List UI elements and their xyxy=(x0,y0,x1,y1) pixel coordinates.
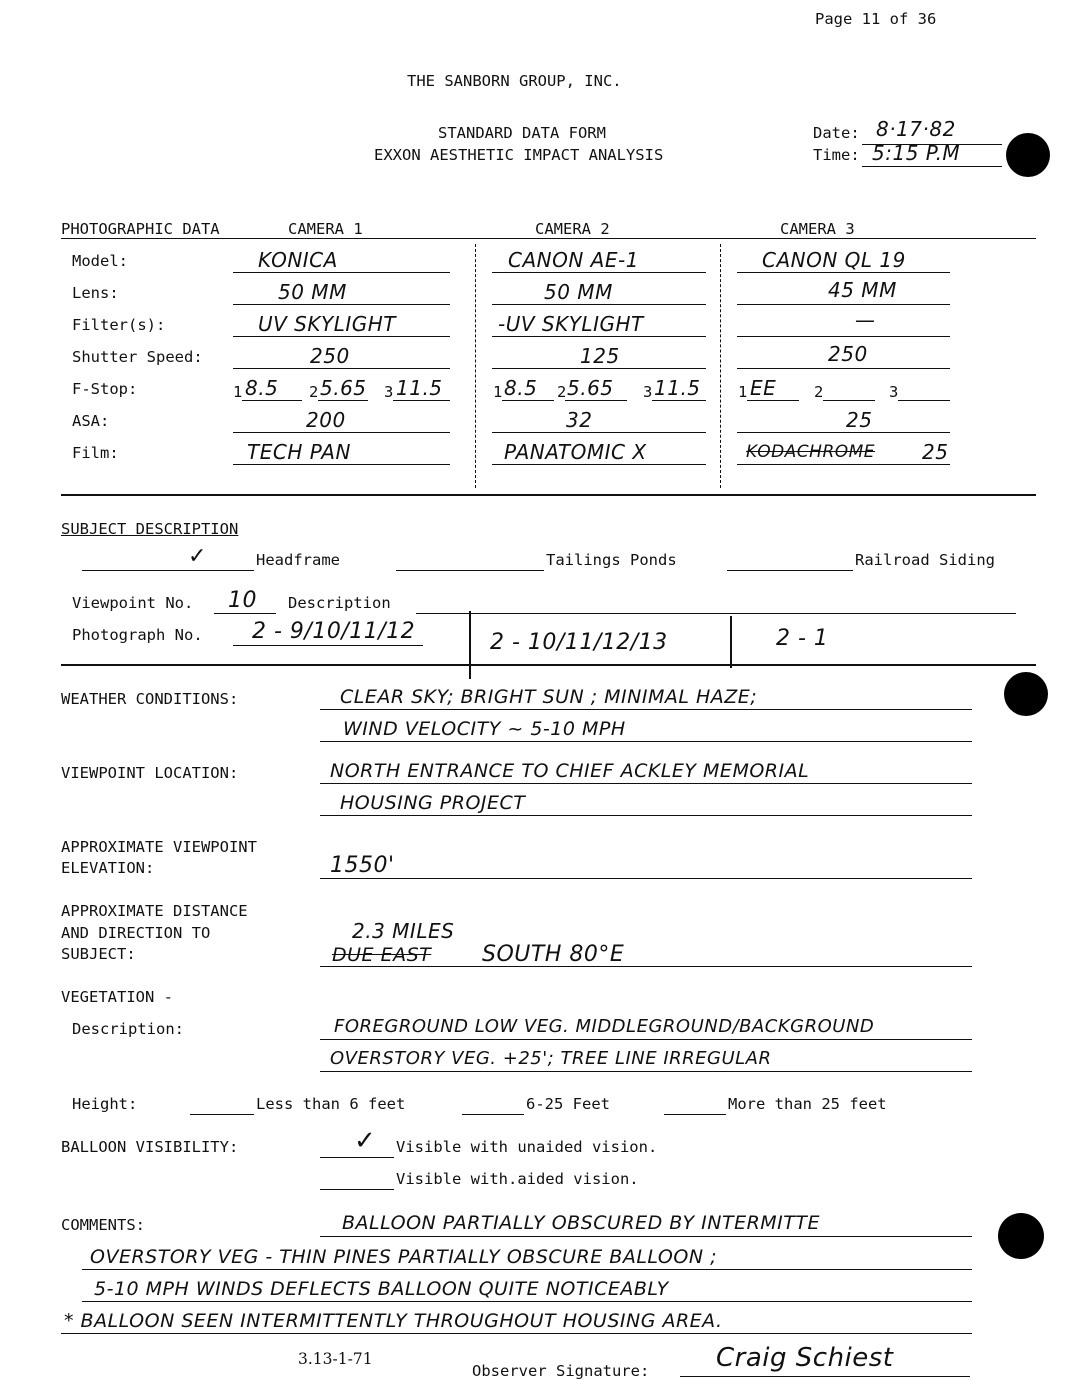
vegetation-label: VEGETATION - xyxy=(61,988,173,1006)
viewpoint-number-value: 10 xyxy=(228,588,257,613)
height-option-less-than-6: Less than 6 feet xyxy=(256,1095,406,1113)
film-label: Film: xyxy=(72,444,119,462)
elevation-value: 1550' xyxy=(330,853,395,878)
camera1-fstop-3: 11.5 xyxy=(396,376,443,400)
camera2-asa: 32 xyxy=(566,408,593,432)
fstop-num-1: 1 xyxy=(493,383,503,401)
camera2-shutter: 125 xyxy=(580,344,620,368)
model-label: Model: xyxy=(72,252,128,270)
comments-line-4: * BALLOON SEEN INTERMITTENTLY THROUGHOUT HOUSING AREA. xyxy=(64,1310,723,1332)
time-label: Time: xyxy=(813,146,860,164)
height-option-6-25: 6-25 Feet xyxy=(526,1095,610,1113)
punch-hole xyxy=(1006,133,1050,177)
comments-label: COMMENTS: xyxy=(61,1216,145,1234)
camera2-header: CAMERA 2 xyxy=(535,220,610,238)
viewpoint-location-label: VIEWPOINT LOCATION: xyxy=(61,764,239,782)
camera3-asa: 25 xyxy=(846,408,873,432)
weather-conditions-label: WEATHER CONDITIONS: xyxy=(61,690,239,708)
balloon-unaided-checkmark: ✓ xyxy=(354,1126,377,1156)
company-name: THE SANBORN GROUP, INC. xyxy=(407,72,622,90)
fstop-num-1: 1 xyxy=(233,383,243,401)
photograph-number-camera3: 2 - 1 xyxy=(776,626,829,651)
balloon-aided-option: Visible with.aided vision. xyxy=(396,1170,639,1188)
vegetation-description-label: Description: xyxy=(72,1020,184,1038)
date-value: 8·17·82 xyxy=(876,117,956,141)
headframe-checkmark: ✓ xyxy=(188,544,207,569)
time-value: 5:15 P.M xyxy=(872,141,961,165)
location-line-2: HOUSING PROJECT xyxy=(340,792,526,814)
tailings-ponds-label: Tailings Ponds xyxy=(546,551,677,569)
elevation-label-1: APPROXIMATE VIEWPOINT xyxy=(61,838,257,856)
camera3-film: 25 xyxy=(922,440,949,464)
filter-label: Filter(s): xyxy=(72,316,166,334)
direction-value: SOUTH 80°E xyxy=(482,942,625,967)
camera3-lens: 45 MM xyxy=(828,278,897,302)
camera1-header: CAMERA 1 xyxy=(288,220,363,238)
location-line-1: NORTH ENTRANCE TO CHIEF ACKLEY MEMORIAL xyxy=(330,760,810,782)
camera2-fstop-3: 11.5 xyxy=(654,376,701,400)
balloon-unaided-option: Visible with unaided vision. xyxy=(396,1138,658,1156)
camera1-fstop-2: 5.65 xyxy=(320,376,367,400)
camera2-filter: -UV SKYLIGHT xyxy=(498,312,644,336)
shutter-speed-label: Shutter Speed: xyxy=(72,348,203,366)
camera2-lens: 50 MM xyxy=(544,280,613,304)
camera2-model: CANON AE-1 xyxy=(508,248,639,272)
camera2-fstop-1: 8.5 xyxy=(504,376,538,400)
camera2-fstop-2: 5.65 xyxy=(567,376,614,400)
vegetation-line-1: FOREGROUND LOW VEG. MIDDLEGROUND/BACKGROUND xyxy=(334,1016,875,1037)
camera1-lens: 50 MM xyxy=(278,280,347,304)
height-label: Height: xyxy=(72,1095,138,1113)
distance-label-1: APPROXIMATE DISTANCE xyxy=(61,902,248,920)
comments-line-3: 5-10 MPH WINDS DEFLECTS BALLOON QUITE NOTICEABLY xyxy=(94,1278,669,1300)
lens-label: Lens: xyxy=(72,284,119,302)
camera2-film: PANATOMIC X xyxy=(504,440,647,464)
fstop-num-2: 2 xyxy=(309,383,319,401)
camera1-film: TECH PAN xyxy=(247,440,351,464)
fstop-num-3: 3 xyxy=(384,383,394,401)
distance-label-3: SUBJECT: xyxy=(61,945,136,963)
weather-line-1: CLEAR SKY; BRIGHT SUN ; MINIMAL HAZE; xyxy=(340,686,758,708)
fstop-num-2: 2 xyxy=(814,383,824,401)
camera3-fstop-1: EE xyxy=(750,376,777,400)
vegetation-line-2: OVERSTORY VEG. +25'; TREE LINE IRREGULAR xyxy=(330,1048,772,1069)
distance-struck-text: DUE EAST xyxy=(332,944,432,966)
camera1-filter: UV SKYLIGHT xyxy=(258,312,396,336)
distance-label-2: AND DIRECTION TO xyxy=(61,924,211,942)
camera3-header: CAMERA 3 xyxy=(780,220,855,238)
subject-description-label: SUBJECT DESCRIPTION xyxy=(61,520,239,538)
camera1-asa: 200 xyxy=(306,408,346,432)
viewpoint-number-label: Viewpoint No. xyxy=(72,594,194,612)
observer-signature: Craig Schiest xyxy=(716,1343,894,1373)
fstop-num-3: 3 xyxy=(643,383,653,401)
elevation-label-2: ELEVATION: xyxy=(61,859,155,877)
camera1-shutter: 250 xyxy=(310,344,350,368)
form-code: 3.13-1-71 xyxy=(298,1350,373,1368)
observer-signature-label: Observer Signature: xyxy=(472,1362,650,1380)
distance-value: 2.3 MILES xyxy=(352,919,455,943)
date-label: Date: xyxy=(813,124,860,142)
railroad-siding-label: Railroad Siding xyxy=(855,551,995,569)
description-label: Description xyxy=(288,594,391,612)
comments-line-2: OVERSTORY VEG - THIN PINES PARTIALLY OBSCURE BALLOON ; xyxy=(90,1246,717,1268)
fstop-num-2: 2 xyxy=(557,383,567,401)
camera3-film-struck: KODACHROME xyxy=(746,442,876,462)
height-option-more-than-25: More than 25 feet xyxy=(728,1095,887,1113)
fstop-label: F-Stop: xyxy=(72,380,138,398)
asa-label: ASA: xyxy=(72,412,110,430)
form-subtitle: EXXON AESTHETIC IMPACT ANALYSIS xyxy=(374,146,664,164)
page-number: Page 11 of 36 xyxy=(815,10,937,28)
form-title: STANDARD DATA FORM xyxy=(438,124,606,142)
weather-line-2: WIND VELOCITY ~ 5-10 MPH xyxy=(343,718,626,740)
camera3-model: CANON QL 19 xyxy=(762,248,906,272)
photograph-number-label: Photograph No. xyxy=(72,626,203,644)
balloon-visibility-label: BALLOON VISIBILITY: xyxy=(61,1138,239,1156)
comments-line-1: BALLOON PARTIALLY OBSCURED BY INTERMITTE xyxy=(342,1212,820,1234)
camera1-model: KONICA xyxy=(258,248,338,272)
photograph-number-camera1: 2 - 9/10/11/12 xyxy=(252,619,416,644)
photographic-data-label: PHOTOGRAPHIC DATA xyxy=(61,220,220,238)
fstop-num-3: 3 xyxy=(889,383,899,401)
camera3-filter: — xyxy=(855,308,876,332)
punch-hole xyxy=(998,1213,1044,1259)
headframe-label: Headframe xyxy=(256,551,340,569)
photograph-number-camera2: 2 - 10/11/12/13 xyxy=(490,630,668,655)
camera1-fstop-1: 8.5 xyxy=(245,376,279,400)
camera3-shutter: 250 xyxy=(828,342,868,366)
punch-hole xyxy=(1004,672,1048,716)
fstop-num-1: 1 xyxy=(738,383,748,401)
